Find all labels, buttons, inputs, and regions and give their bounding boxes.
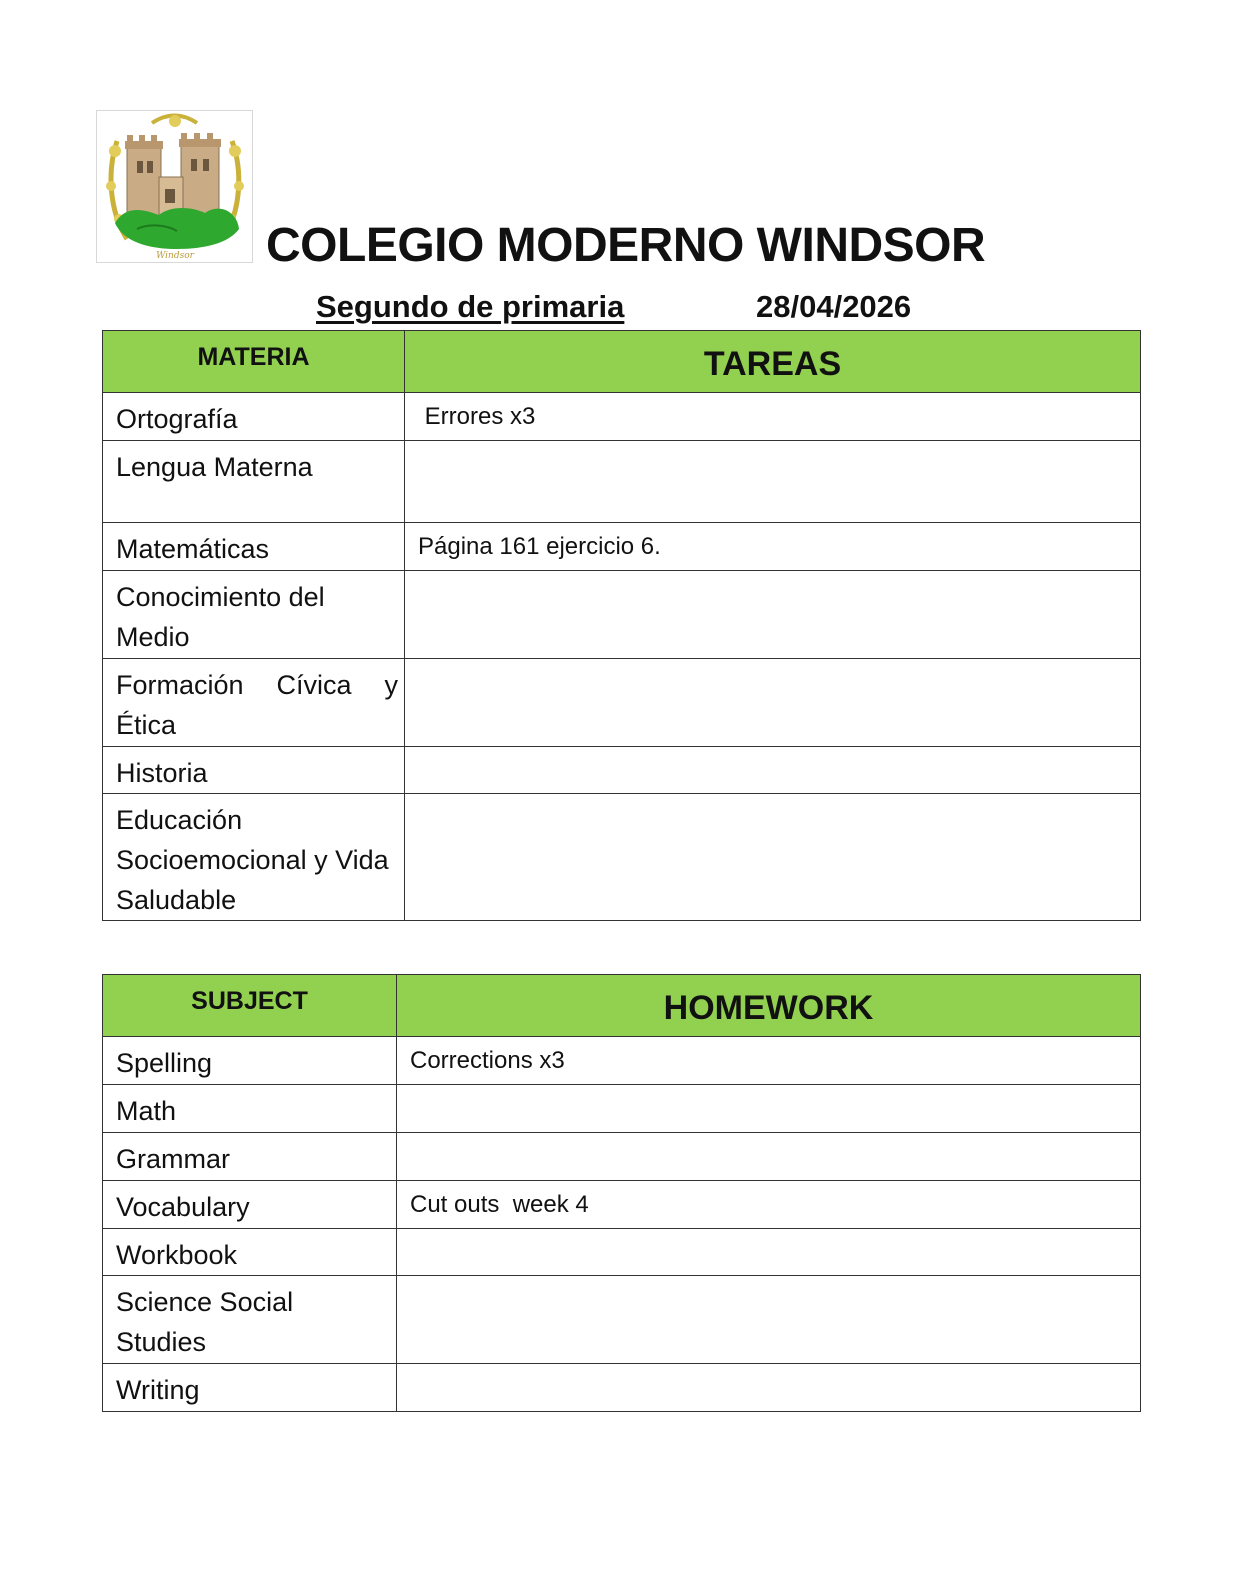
task-cell <box>405 794 1141 921</box>
spanish-homework-table <box>102 330 1141 921</box>
subject-cell: Lengua Materna <box>103 441 405 523</box>
subject-cell: Ortografía <box>103 393 405 441</box>
column-header-subject: SUBJECT <box>103 975 397 1037</box>
task-cell <box>405 747 1141 794</box>
table-row <box>103 747 1141 794</box>
grade-level: Segundo de primaria <box>316 289 625 324</box>
task-cell <box>405 659 1141 747</box>
school-name: COLEGIO MODERNO WINDSOR <box>266 219 986 272</box>
svg-text:Windsor: Windsor <box>156 251 194 261</box>
castle-crest-icon <box>97 111 252 262</box>
subject-cell: Historia <box>103 747 405 794</box>
task-cell: Página 161 ejercicio 6. <box>405 523 1141 571</box>
homework-date: 28/04/2026 <box>756 289 912 324</box>
subject-cell: Writing <box>103 1364 397 1412</box>
subject-cell: Math <box>103 1085 397 1133</box>
table-row <box>103 1085 1141 1133</box>
task-cell <box>397 1276 1141 1364</box>
task-cell <box>397 1133 1141 1181</box>
table-row <box>103 1133 1141 1181</box>
subject-cell: Grammar <box>103 1133 397 1181</box>
task-cell <box>405 441 1141 523</box>
task-cell: Corrections x3 <box>397 1037 1141 1085</box>
table-header-row <box>103 331 1141 393</box>
english-homework-table <box>102 974 1141 1412</box>
table-row <box>103 1181 1141 1229</box>
table-row <box>103 659 1141 747</box>
table-header-row <box>103 975 1141 1037</box>
table-row <box>103 441 1141 523</box>
column-header-materia: MATERIA <box>103 331 405 393</box>
table-row <box>103 1364 1141 1412</box>
column-header-tareas: TAREAS <box>405 331 1141 393</box>
task-cell <box>397 1085 1141 1133</box>
table-row <box>103 1037 1141 1085</box>
table-row <box>103 794 1141 921</box>
subject-cell: Formación Cívica y Ética <box>103 659 405 747</box>
table-row <box>103 571 1141 659</box>
subject-cell: Vocabulary <box>103 1181 397 1229</box>
table-row <box>103 1229 1141 1276</box>
task-cell <box>397 1364 1141 1412</box>
subject-cell: Matemáticas <box>103 523 405 571</box>
subject-cell: Science Social Studies <box>103 1276 397 1364</box>
table-row <box>103 523 1141 571</box>
table-row <box>103 1276 1141 1364</box>
subject-cell: Spelling <box>103 1037 397 1085</box>
task-cell <box>397 1229 1141 1276</box>
school-logo <box>96 110 253 263</box>
task-cell: Errores x3 <box>405 393 1141 441</box>
task-cell: Cut outs week 4 <box>397 1181 1141 1229</box>
subject-cell: Conocimiento del Medio <box>103 571 405 659</box>
table-row <box>103 393 1141 441</box>
subject-cell: Workbook <box>103 1229 397 1276</box>
task-cell <box>405 571 1141 659</box>
subject-cell: Educación Socioemocional y Vida Saludable <box>103 794 405 921</box>
column-header-homework: HOMEWORK <box>397 975 1141 1037</box>
